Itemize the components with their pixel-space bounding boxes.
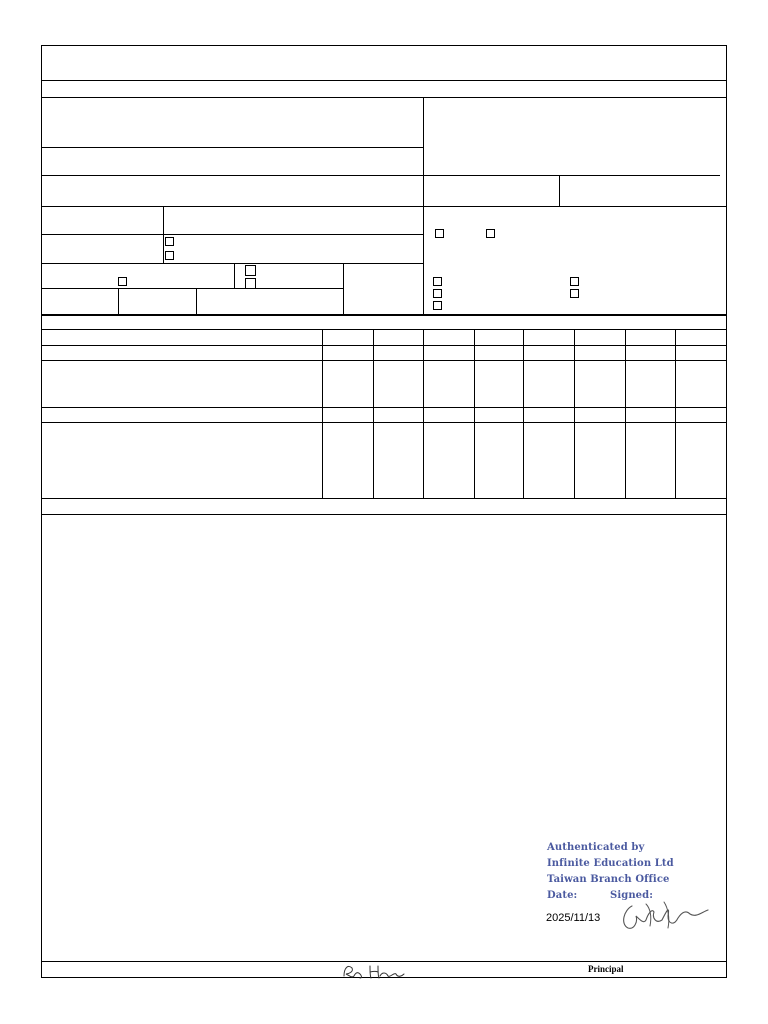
checkbox-9[interactable] bbox=[433, 289, 442, 298]
left-field-divider-2 bbox=[41, 234, 423, 235]
principal-label: Principal bbox=[588, 964, 624, 974]
auth-signed-label: Signed: bbox=[610, 890, 654, 901]
checkbox-7[interactable] bbox=[486, 229, 495, 238]
table-bottom-line bbox=[41, 498, 727, 499]
checkbox-6[interactable] bbox=[435, 229, 444, 238]
subtitle-row-divider bbox=[41, 97, 727, 98]
auth-line-3: Taiwan Branch Office bbox=[547, 874, 670, 885]
left-subfield-divider-a bbox=[234, 263, 235, 288]
mid-field-divider bbox=[41, 175, 720, 176]
principal-signature-icon bbox=[340, 962, 406, 980]
table-col-divider-2 bbox=[373, 329, 374, 498]
stamp-signature-icon bbox=[616, 898, 712, 934]
checkbox-12[interactable] bbox=[570, 289, 579, 298]
left-subfield-divider-c bbox=[118, 288, 119, 315]
form-outer-border bbox=[41, 45, 727, 978]
table-col-divider-6 bbox=[574, 329, 575, 498]
checkbox-11[interactable] bbox=[570, 277, 579, 286]
checkbox-1[interactable] bbox=[165, 237, 174, 246]
table-col-divider-4 bbox=[474, 329, 475, 498]
left-field-divider-3 bbox=[41, 263, 423, 264]
auth-line-1: Authenticated by bbox=[547, 842, 645, 853]
checkbox-5[interactable] bbox=[245, 278, 256, 289]
title-row-divider bbox=[41, 80, 727, 81]
auth-date-value: 2025/11/13 bbox=[546, 912, 601, 924]
checkbox-3[interactable] bbox=[118, 277, 127, 286]
upper-grid-divider bbox=[41, 206, 727, 207]
table-col-divider-5 bbox=[523, 329, 524, 498]
left-field-divider-4 bbox=[41, 288, 343, 289]
auth-line-2: Infinite Education Ltd bbox=[547, 858, 674, 869]
table-col-divider-3 bbox=[423, 329, 424, 498]
checkbox-10[interactable] bbox=[433, 301, 442, 310]
section-divider-thick bbox=[41, 314, 727, 316]
auth-date-label: Date: bbox=[547, 890, 578, 901]
left-subfield-divider-d bbox=[196, 288, 197, 315]
checkbox-2[interactable] bbox=[165, 251, 174, 260]
remarks-header-line bbox=[41, 514, 727, 515]
right-subfield-divider bbox=[559, 175, 560, 206]
checkbox-4[interactable] bbox=[245, 265, 256, 276]
left-field-divider-1 bbox=[41, 147, 423, 148]
table-col-divider-1 bbox=[322, 329, 323, 498]
left-subfield-divider-b bbox=[343, 263, 344, 315]
table-col-divider-8 bbox=[675, 329, 676, 498]
table-col-divider-7 bbox=[625, 329, 626, 498]
checkbox-8[interactable] bbox=[433, 277, 442, 286]
